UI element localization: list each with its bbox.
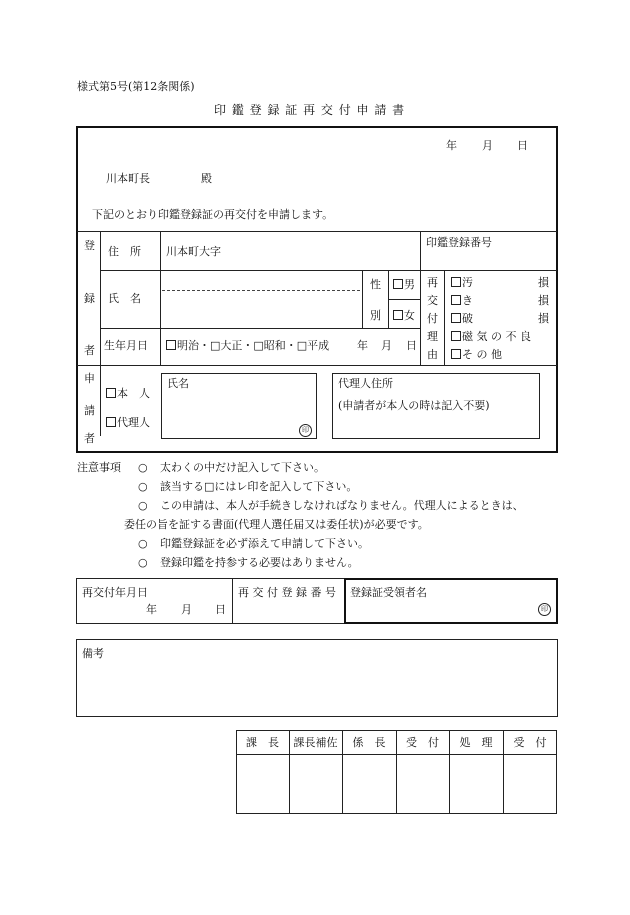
registrant-side-1: 登 xyxy=(84,239,95,252)
note-item-3-cont: 委任の旨を証する書面(代理人選任届又は委任状)が必要です。 xyxy=(124,518,429,531)
birth-label: 生年月日 xyxy=(104,339,148,352)
reason-label-divider xyxy=(444,270,445,365)
notes-heading: 注意事項 xyxy=(77,461,121,474)
proxy-label: 代理人 xyxy=(117,416,150,429)
female-label: 女 xyxy=(404,309,415,322)
sex-label-2: 別 xyxy=(370,309,381,322)
name-bottom-line xyxy=(100,328,420,329)
reissue-divider-1 xyxy=(232,578,233,624)
form-title: 印 鑑 登 録 証 再 交 付 申 請 書 xyxy=(214,103,406,117)
office-header-processing: 処 理 xyxy=(459,736,493,749)
receiver-name-label: 登録証受領者名 xyxy=(350,586,427,599)
address-value: 川本町大字 xyxy=(166,245,221,258)
sex-divider xyxy=(388,299,420,300)
male-label: 男 xyxy=(404,278,415,291)
office-stamp-cell-5[interactable] xyxy=(450,755,503,813)
note-item-2: 該当する□にはレ印を記入して下さい。 xyxy=(160,480,358,493)
name-label: 氏 名 xyxy=(108,292,141,305)
remarks-label: 備考 xyxy=(82,647,104,660)
sex-left-line xyxy=(362,270,363,328)
reason-option-3[interactable] xyxy=(451,313,549,324)
reason-label-4: 理 xyxy=(427,330,438,343)
office-stamp-cell-6[interactable] xyxy=(504,755,557,813)
receiver-seal-mark: 印 xyxy=(538,603,551,616)
reason-label-5: 由 xyxy=(427,348,438,361)
reissue-day-label: 日 xyxy=(215,603,226,616)
note-item-3: この申請は、本人が手続きしなければなりません。代理人によるときは、 xyxy=(160,499,524,512)
seal-number-label: 印鑑登録番号 xyxy=(426,236,492,249)
applicant-side-1: 申 xyxy=(84,372,95,385)
office-header-section-chief: 課 長 xyxy=(246,736,279,749)
note-bullet-3: ○ xyxy=(138,499,148,512)
reissue-month-label: 月 xyxy=(181,603,192,616)
note-item-5: 登録印鑑を持参する必要はありません。 xyxy=(160,556,359,569)
reason-label-1: 再 xyxy=(427,276,438,289)
proxy-address-label: 代理人住所 xyxy=(338,377,393,390)
reason-text-3: 破 xyxy=(462,312,473,325)
reissue-number-label: 再 交 付 登 録 番 号 xyxy=(238,586,336,599)
reason-checkbox-5[interactable] xyxy=(451,349,461,359)
request-text: 下記のとおり印鑑登録証の再交付を申請します。 xyxy=(92,208,334,221)
reason-label-3: 付 xyxy=(427,312,438,325)
date-month-label: 月 xyxy=(482,139,493,152)
note-bullet-5: ○ xyxy=(138,556,148,569)
office-stamp-cell-2[interactable] xyxy=(290,755,342,813)
side-label-divider xyxy=(100,231,101,436)
address-bottom-line xyxy=(100,270,557,271)
female-checkbox[interactable] xyxy=(393,310,403,320)
era-options[interactable] xyxy=(166,340,329,351)
registrant-top-line xyxy=(77,231,557,232)
addressee: 川本町長 xyxy=(106,172,150,185)
receiver-name-box[interactable] xyxy=(344,578,558,624)
reason-checkbox-1[interactable] xyxy=(451,277,461,287)
reissue-year-label: 年 xyxy=(146,603,157,616)
office-header-reception: 受 付 xyxy=(406,736,439,749)
reason-text-5: そ の 他 xyxy=(462,348,502,361)
reason-option-5[interactable] xyxy=(451,349,502,360)
reason-suffix-3: 損 xyxy=(538,312,549,325)
male-checkbox[interactable] xyxy=(393,279,403,289)
sex-female-option[interactable] xyxy=(393,310,415,321)
birth-year-label: 年 xyxy=(357,339,368,352)
applicant-side-2: 請 xyxy=(84,404,95,417)
self-label: 本 人 xyxy=(117,387,150,400)
form-number: 様式第5号(第12条関係) xyxy=(77,80,195,93)
reason-text-4: 磁 気 の 不 良 xyxy=(462,330,531,343)
reason-label-2: 交 xyxy=(427,294,438,307)
honorific: 殿 xyxy=(201,172,212,185)
note-bullet-1: ○ xyxy=(138,461,148,474)
applicant-seal-mark: 印 xyxy=(299,424,312,437)
reason-checkbox-3[interactable] xyxy=(451,313,461,323)
sex-male-option[interactable] xyxy=(393,279,415,290)
remarks-box[interactable] xyxy=(76,639,558,717)
birth-day-label: 日 xyxy=(406,339,417,352)
reason-suffix-2: 損 xyxy=(538,294,549,307)
era-checkbox[interactable] xyxy=(166,340,176,350)
date-year-label: 年 xyxy=(446,139,457,152)
registrant-bottom-line xyxy=(77,365,557,366)
address-label: 住 所 xyxy=(108,245,141,258)
date-day-label: 日 xyxy=(517,139,528,152)
reason-column-divider xyxy=(420,231,421,365)
office-stamp-cell-4[interactable] xyxy=(397,755,449,813)
office-stamp-cell-1[interactable] xyxy=(237,755,289,813)
registrant-side-2: 録 xyxy=(84,292,95,305)
note-bullet-4: ○ xyxy=(138,537,148,550)
reason-checkbox-4[interactable] xyxy=(451,331,461,341)
office-header-subsection-chief: 係 長 xyxy=(352,736,386,749)
reason-option-2[interactable] xyxy=(451,295,549,306)
proxy-checkbox[interactable] xyxy=(106,417,116,427)
label-column-divider xyxy=(160,231,161,365)
reason-text-2: き xyxy=(462,294,473,307)
applicant-side-3: 者 xyxy=(84,432,95,445)
reason-option-1[interactable] xyxy=(451,277,549,288)
furigana-dotted-line xyxy=(162,290,360,291)
registrant-side-3: 者 xyxy=(84,344,95,357)
note-bullet-2: ○ xyxy=(138,480,148,493)
applicant-proxy-option[interactable] xyxy=(106,417,150,428)
note-item-4: 印鑑登録証を必ず添えて申請して下さい。 xyxy=(160,537,369,550)
birth-month-label: 月 xyxy=(381,339,392,352)
self-checkbox[interactable] xyxy=(106,388,116,398)
sex-label-1: 性 xyxy=(370,278,381,291)
era-options-text: 明治・□大正・□昭和・□平成 xyxy=(177,339,330,352)
reason-option-4[interactable] xyxy=(451,331,531,342)
note-item-1: 太わくの中だけ記入して下さい。 xyxy=(160,461,325,474)
applicant-name-label: 氏名 xyxy=(167,377,189,390)
reason-text-1: 汚 xyxy=(462,276,473,289)
office-header-reception-2: 受 付 xyxy=(513,736,547,749)
applicant-self-option[interactable] xyxy=(106,388,150,399)
proxy-note: (申請者が本人の時は記入不要) xyxy=(338,399,490,412)
reason-checkbox-2[interactable] xyxy=(451,295,461,305)
reason-suffix-1: 損 xyxy=(538,276,549,289)
office-stamp-cell-3[interactable] xyxy=(343,755,396,813)
office-header-deputy-chief: 課長補佐 xyxy=(293,736,338,749)
reissue-date-label: 再交付年月日 xyxy=(82,586,148,599)
